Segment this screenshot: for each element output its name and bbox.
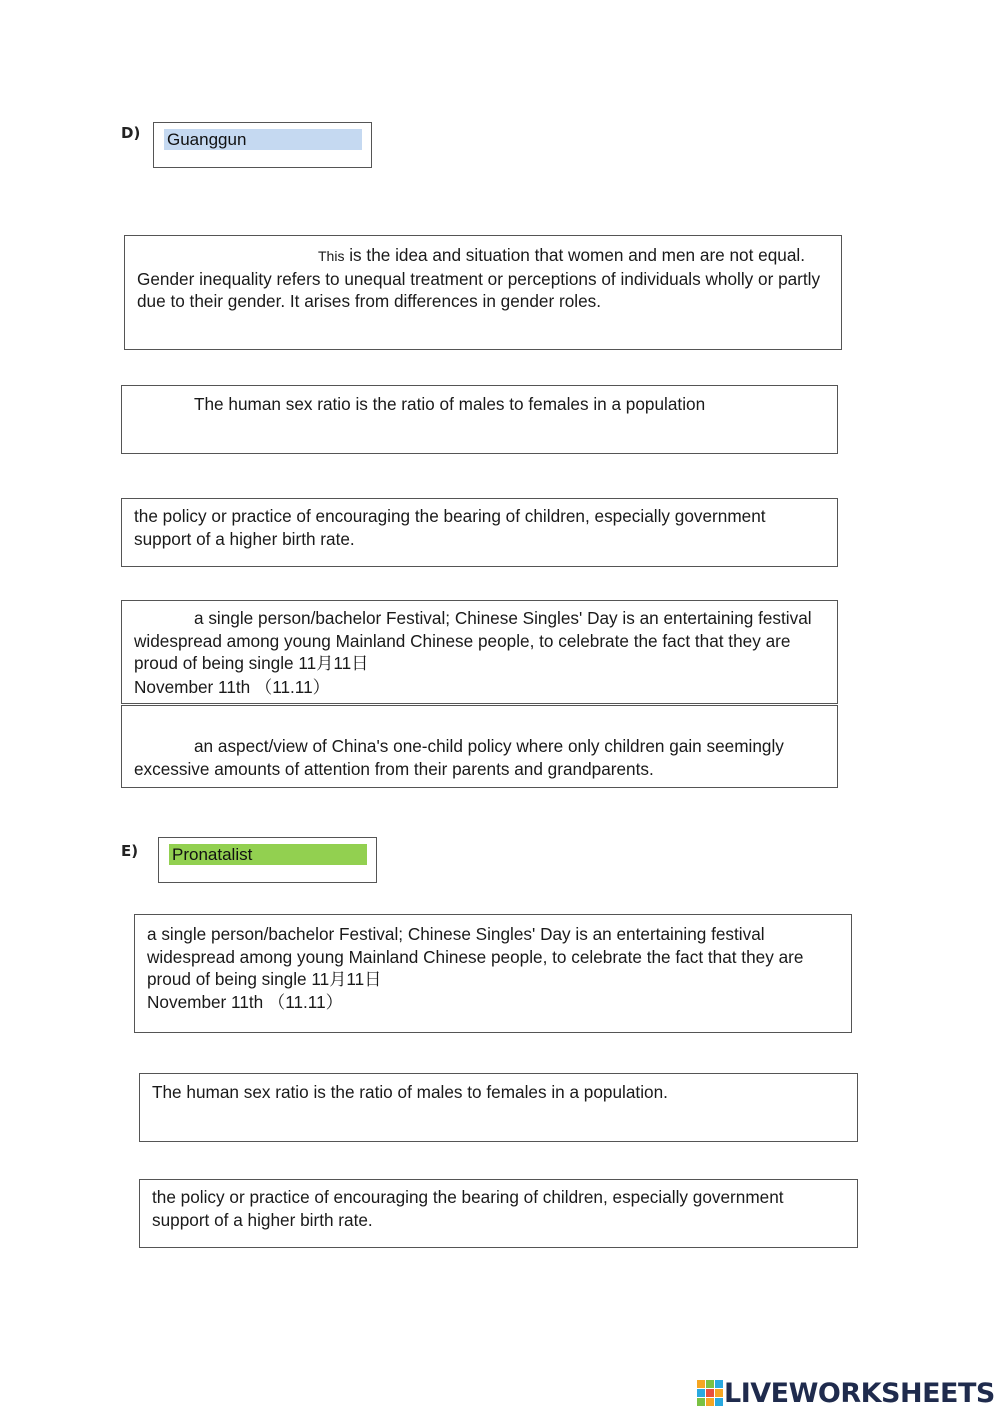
- definition-card-pronatalist[interactable]: [121, 498, 838, 567]
- question-label-d: D): [121, 124, 141, 142]
- definition-text: a single person/bachelor Festival; Chinese Singles' Day is an entertaining festival widespread among young Mainland Chinese people, to celebrate the fact that they are proud of being single 11月11日: [147, 924, 804, 989]
- definition-text: The human sex ratio is the ratio of males to females in a population: [194, 394, 706, 414]
- definition-card-pronatalist[interactable]: [139, 1179, 858, 1248]
- logo-text: LIVEWORKSHEETS: [724, 1377, 995, 1409]
- definition-card-gender-inequality[interactable]: [124, 235, 842, 350]
- liveworksheets-logo-icon: [697, 1380, 723, 1406]
- definition-date: November 11th （11.11）: [147, 991, 343, 1012]
- definition-card-sex-ratio[interactable]: [121, 385, 838, 454]
- liveworksheets-logo[interactable]: [697, 1377, 995, 1409]
- definition-lead-word: This: [318, 248, 345, 264]
- definition-card-little-emperor[interactable]: [121, 705, 838, 788]
- answer-box-d: [153, 122, 372, 168]
- definition-text: the policy or practice of encouraging the bearing of children, especially government support of a higher birth rate.: [134, 506, 766, 549]
- answer-input-e[interactable]: Pronatalist: [169, 844, 367, 865]
- definition-card-singles-day[interactable]: [134, 914, 852, 1033]
- definition-text: an aspect/view of China's one-child policy where only children gain seemingly excessive amounts of attention from their parents and grandparents.: [134, 736, 784, 779]
- definition-card-sex-ratio[interactable]: [139, 1073, 858, 1142]
- answer-box-e: [158, 837, 377, 883]
- definition-text: [137, 244, 831, 313]
- answer-input-d[interactable]: Guanggun: [164, 129, 362, 150]
- definition-body: is the idea and situation that women and men are not equal. Gender inequality refers to unequal treatment or perceptions of individuals wholly or partly due to their gender. It arises from differences in gender roles.: [137, 245, 821, 311]
- question-label-e: E): [121, 842, 139, 860]
- definition-text: a single person/bachelor Festival; Chinese Singles' Day is an entertaining festival widespread among young Mainland Chinese people, to celebrate the fact that they are proud of being single 11月11日: [134, 608, 812, 673]
- definition-card-singles-day[interactable]: [121, 600, 838, 704]
- definition-text: The human sex ratio is the ratio of males to females in a population.: [152, 1082, 668, 1102]
- definition-date: November 11th （11.11）: [134, 676, 330, 697]
- definition-text: the policy or practice of encouraging the bearing of children, especially government support of a higher birth rate.: [152, 1187, 784, 1230]
